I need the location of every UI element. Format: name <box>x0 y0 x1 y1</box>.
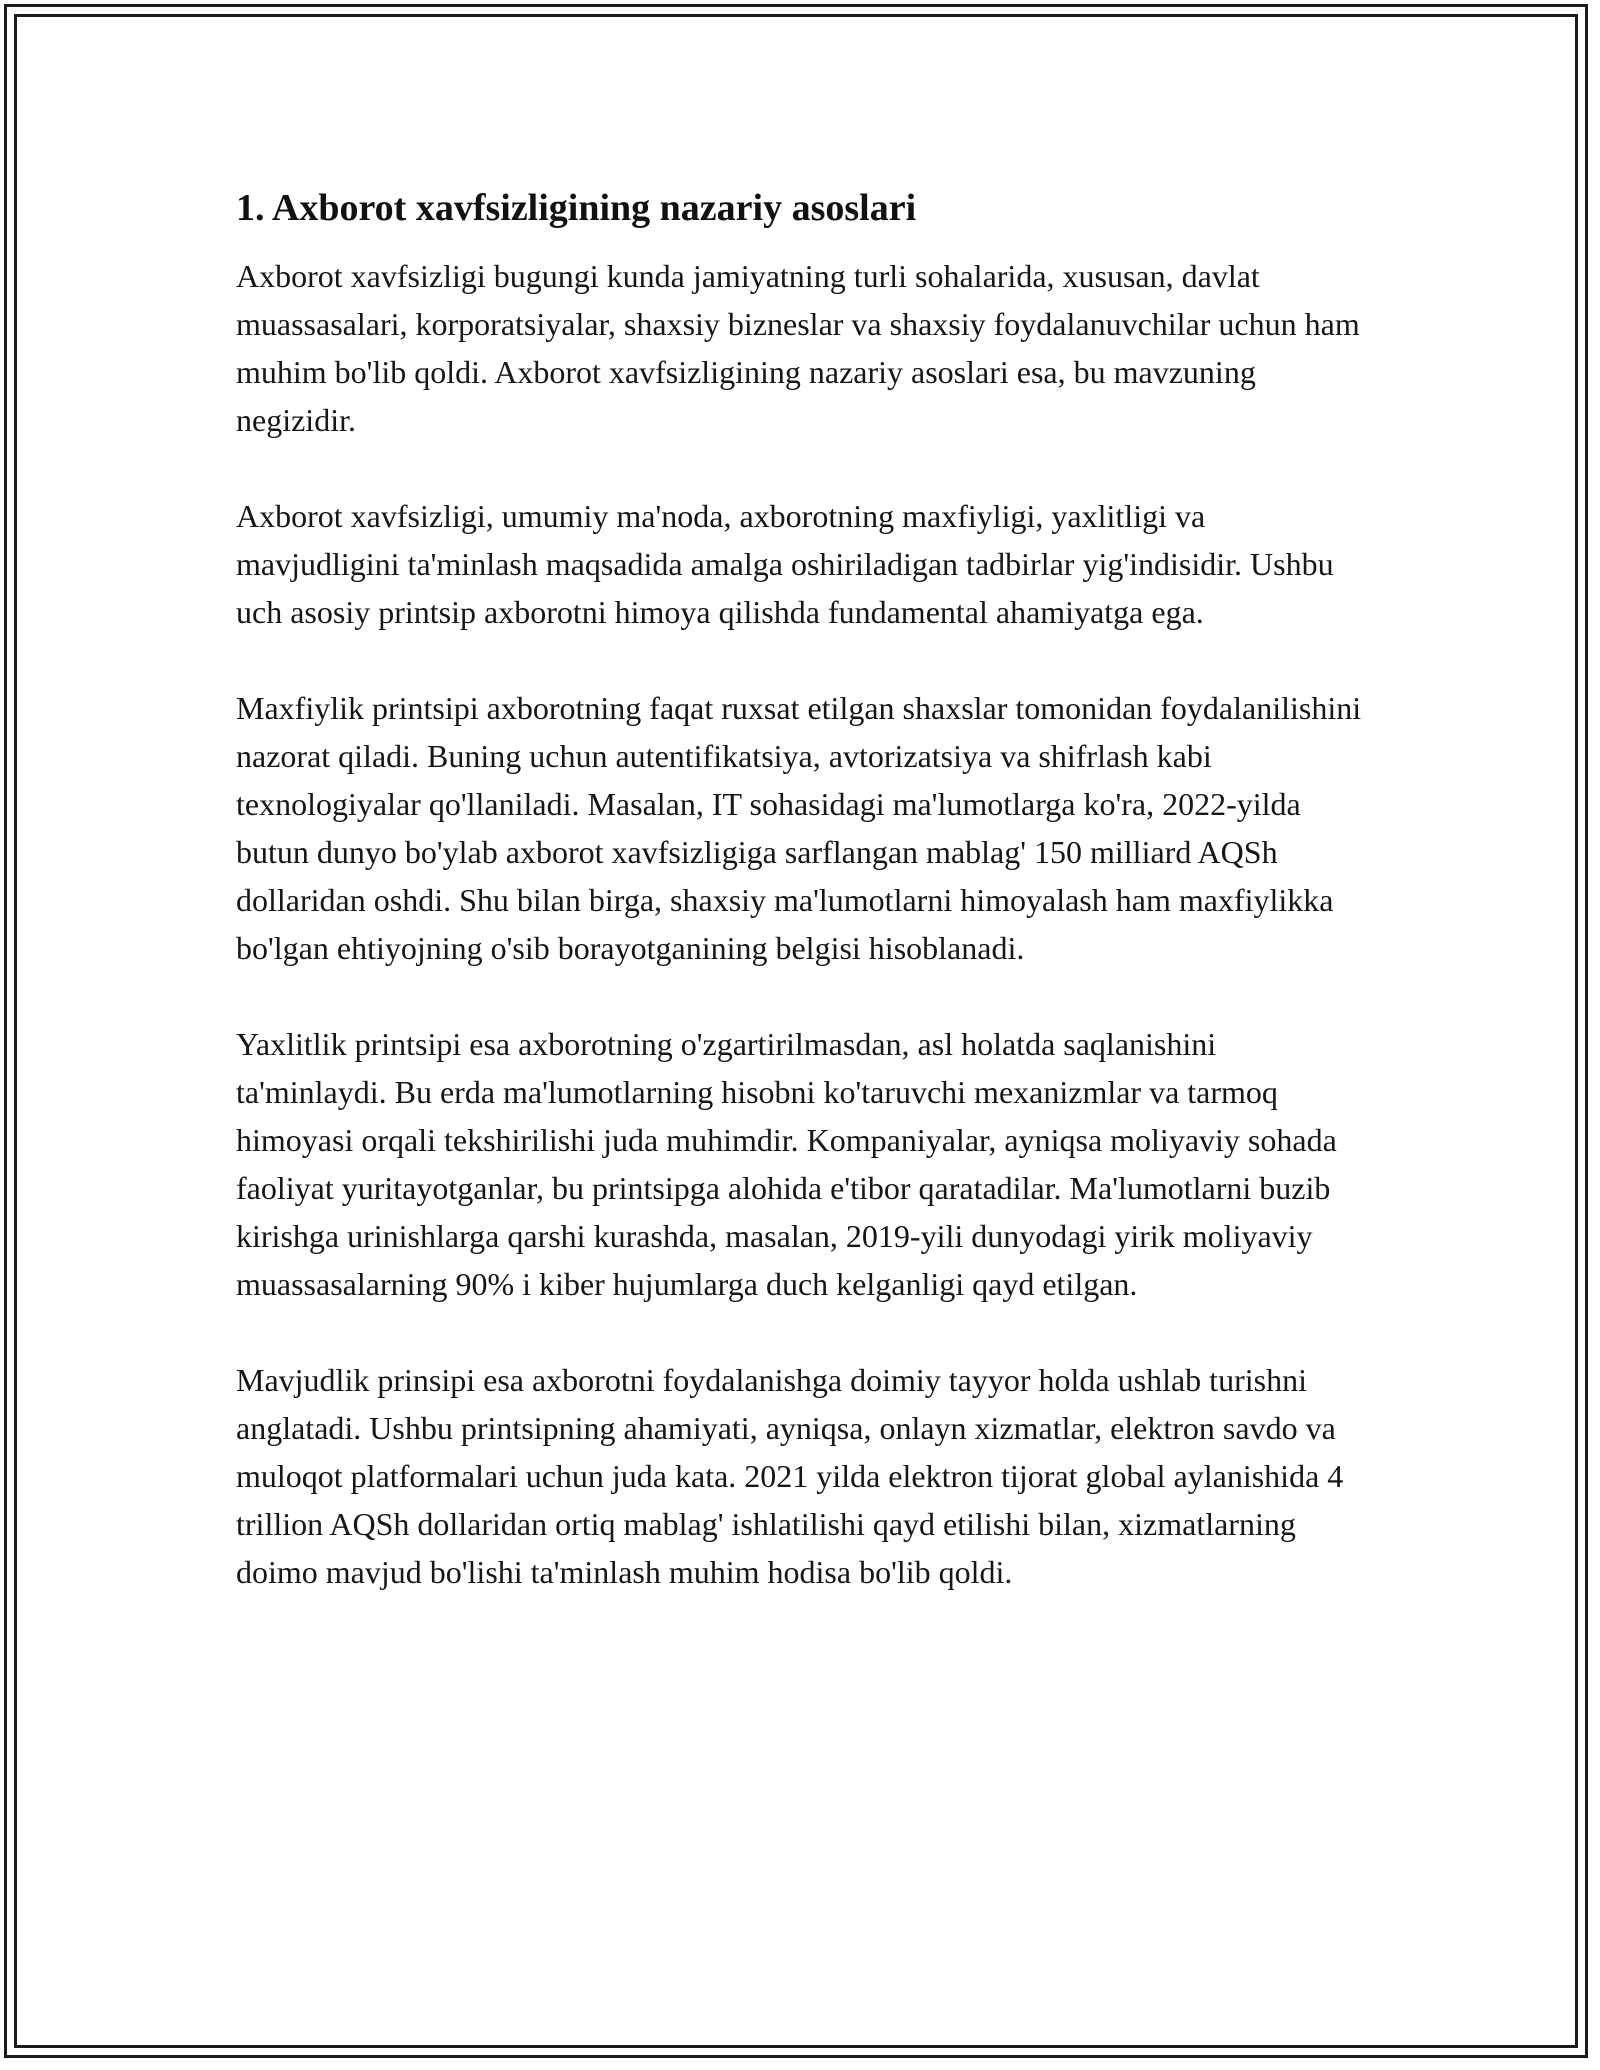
document-body <box>236 184 1370 1644</box>
paragraph: Axborot xavfsizligi bugungi kunda jamiyatning turli sohalarida, xususan, davlat muassasalari, korporatsiyalar, shaxsiy bizneslar va shaxsiy foydalanuvchilar uchun ham muhim bo'lib qoldi. Axborot xavfsizligining nazariy asoslari esa, bu mavzuning negizidir. <box>236 258 1360 438</box>
paragraph: Mavjudlik prinsipi esa axborotni foydalanishga doimiy tayyor holda ushlab turishni anglatadi. Ushbu printsipning ahamiyati, ayniqsa, onlayn xizmatlar, elektron savdo va muloqot platformalari uchun juda kata. 2021 yilda elektron tijorat global aylanishida 4 trillion AQSh dollaridan ortiq mablag' ishlatilishi qayd etilishi bilan, xizmatlarning doimo mavjud bo'lishi ta'minlash muhim hodisa bo'lib qoldi. <box>236 1362 1344 1590</box>
paragraph: Maxfiylik printsipi axborotning faqat ruxsat etilgan shaxslar tomonidan foydalanilishini nazorat qiladi. Buning uchun autentifikatsiya, avtorizatsiya va shifrlash kabi texnologiyalar qo'llaniladi. Masalan, IT sohasidagi ma'lumotlarga ko'ra, 2022-yilda butun dunyo bo'ylab axborot xavfsizligiga sarflangan mablag' 150 milliard AQSh dollaridan oshdi. Shu bilan birga, shaxsiy ma'lumotlarni himoyalash ham maxfiylikka bo'lgan ehtiyojning o'sib borayotganining belgisi hisoblanadi. <box>236 690 1362 966</box>
paragraph: Axborot xavfsizligi, umumiy ma'noda, axborotning maxfiyligi, yaxlitligi va mavjudligini ta'minlash maqsadida amalga oshiriladigan tadbirlar yig'indisidir. Ushbu uch asosiy printsip axborotni himoya qilishda fundamental ahamiyatga ega. <box>236 498 1334 630</box>
section-heading: 1. Axborot xavfsizligining nazariy asoslari <box>236 187 917 229</box>
paragraph: Yaxlitlik printsipi esa axborotning o'zgartirilmasdan, asl holatda saqlanishini ta'minlaydi. Bu erda ma'lumotlarning hisobni ko'taruvchi mexanizmlar va tarmoq himoyasi orqali tekshirilishi juda muhimdir. Kompaniyalar, ayniqsa moliyaviy sohada faoliyat yuritayotganlar, bu printsipga alohida e'tibor qaratadilar. Ma'lumotlarni buzib kirishga urinishlarga qarshi kurashda, masalan, 2019-yili dunyodagi yirik moliyaviy muassasalarning 90% i kiber hujumlarga duch kelganligi qayd etilgan. <box>236 1026 1337 1302</box>
